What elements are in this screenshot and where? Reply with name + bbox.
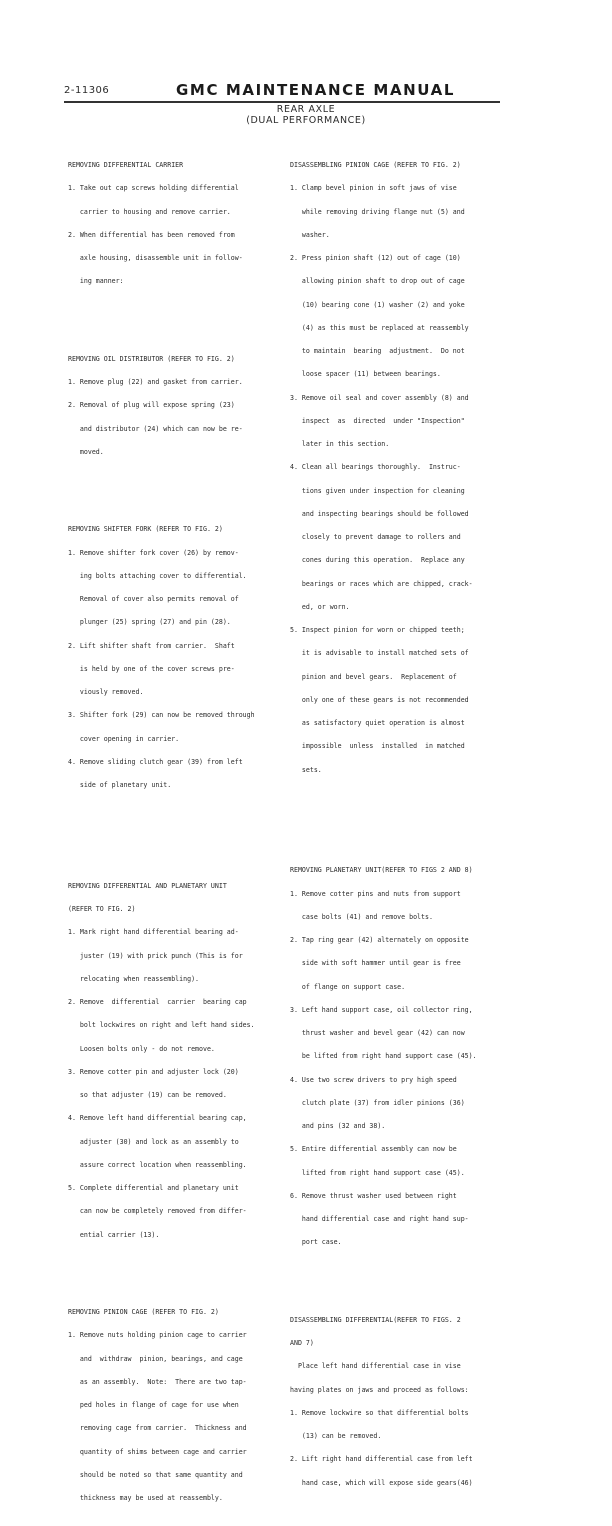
text-line: 2. When differential has been removed from [68, 230, 235, 239]
text-line: thrust washer and bevel gear (42) can now [290, 1029, 465, 1037]
text-line: 1. Clamp bevel pinion in soft jaws of vise [290, 184, 457, 193]
text-line: (13) can be removed. [290, 1432, 382, 1440]
text-line: 4. Remove left hand differential bearing cap, [68, 1114, 247, 1123]
text-line: 1. Remove cotter pins and nuts from support [290, 889, 461, 898]
text-line: lifted from right hand support case (45). [290, 1168, 465, 1177]
header-rule [64, 101, 500, 103]
text-line: clutch plate (37) from idler pinions (36) [290, 1098, 465, 1107]
text-line: it is advisable to install matched sets of [290, 649, 469, 658]
text-line: juster (19) with prick punch (This is for [68, 951, 243, 960]
text-line: quantity of shims between cage and carrier [68, 1447, 247, 1456]
text-line: port case. [290, 1238, 342, 1247]
section-heading: AND 7) [290, 1339, 314, 1347]
text-line: viously removed. [68, 688, 144, 696]
text-line: hand differential case and right hand sup- [290, 1215, 469, 1223]
text-line: thickness may be used at reassembly. [68, 1494, 223, 1502]
text-line: and distributor (24) which can now be re- [68, 424, 243, 433]
text-line: axle housing, disassemble unit in follow- [68, 254, 243, 262]
text-line: allowing pinion shaft to drop out of cage [290, 277, 465, 286]
text-line: is held by one of the cover screws pre- [68, 664, 235, 673]
text-line: 2. Lift shifter shaft from carrier. Shaft [68, 641, 235, 650]
section-heading: REMOVING DIFFERENTIAL CARRIER [68, 161, 184, 169]
section-subtitle: (DUAL PERFORMANCE) [246, 115, 366, 126]
text-line: later in this section. [290, 440, 390, 448]
text-line: as an assembly. Note: There are two tap- [68, 1377, 247, 1386]
text-line: 6. Remove thrust washer used between right [290, 1191, 457, 1200]
section-heading: REMOVING PINION CAGE (REFER TO FIG. 2) [68, 1308, 219, 1316]
text-line: sets. [290, 765, 322, 774]
section-title: REAR AXLE [276, 104, 336, 115]
text-line: as satisfactory quiet operation is almost [290, 719, 465, 727]
text-line: and pins (32 and 38). [290, 1122, 386, 1130]
text-line: cones during this operation. Replace any [290, 556, 465, 565]
text-line: tions given under inspection for cleaning [290, 486, 465, 495]
section-removing-differential-and-planetary-unit [68, 867, 283, 1255]
section-heading: REMOVING DIFFERENTIAL AND PLANETARY UNIT [68, 881, 227, 890]
text-line: 1. Remove shifter fork cover (26) by remov- [68, 548, 239, 557]
text-line: 3. Shifter fork (29) can now be removed through [68, 711, 255, 720]
text-line: 2. Lift right hand differential case from left [290, 1455, 473, 1464]
text-line: inspect as directed under "Inspection" [290, 416, 465, 425]
text-line: cover opening in carrier. [68, 734, 180, 743]
text-line: case bolts (41) and remove bolts. [290, 912, 433, 921]
text-line: relocating when reassembling). [68, 974, 200, 983]
section-heading: REMOVING SHIFTER FORK (REFER TO FIG. 2) [68, 525, 223, 534]
text-line: 1. Remove nuts holding pinion cage to carrier [68, 1331, 247, 1340]
text-line: 3. Left hand support case, oil collector ring, [290, 1005, 473, 1014]
text-line: of flange on support case. [290, 982, 406, 991]
text-line: 4. Remove sliding clutch gear (39) from left [68, 757, 243, 766]
text-line: 3. Remove oil seal and cover assembly (8) and [290, 393, 469, 402]
text-line: bearings or races which are chipped, crack- [290, 579, 473, 588]
section-removing-shifter-fork [68, 511, 283, 806]
text-line: assure correct location when reassembling. [68, 1160, 247, 1169]
text-line: removing cage from carrier. Thickness and [68, 1424, 247, 1433]
text-line: Place left hand differential case in vise [290, 1362, 461, 1371]
text-line: while removing driving flange nut (5) and [290, 207, 465, 216]
section-removing-differential-carrier [68, 147, 283, 302]
section-removing-oil-distributor [68, 340, 283, 472]
text-line: 2. Press pinion shaft (12) out of cage (10) [290, 254, 461, 262]
text-line: Removal of cover also permits removal of [68, 595, 239, 603]
section-heading: DISASSEMBLING DIFFERENTIAL(REFER TO FIGS. 2 [290, 1315, 461, 1324]
text-line: side of planetary unit. [68, 781, 172, 789]
text-line: 1. Remove lockwire so that differential bolts [290, 1408, 469, 1417]
text-line: ing bolts attaching cover to differential. [68, 571, 247, 580]
text-line: and withdraw pinion, bearings, and cage [68, 1354, 243, 1363]
text-line: bolt lockwires on right and left hand sides. [68, 1021, 255, 1030]
section-heading: (REFER TO FIG. 2) [68, 905, 136, 913]
text-line: only one of these gears is not recommended [290, 695, 469, 704]
text-line: side with soft hammer until gear is free [290, 959, 461, 968]
text-line: to maintain bearing adjustment. Do not [290, 347, 465, 355]
text-line: ential carrier (13). [68, 1230, 160, 1239]
text-line: 2. Tap ring gear (42) alternately on opposite [290, 936, 469, 944]
text-line: plunger (25) spring (27) and pin (28). [68, 618, 231, 627]
section-heading: REMOVING PLANETARY UNIT(REFER TO FIGS 2 AND 8) [290, 866, 473, 875]
text-line: 5. Inspect pinion for worn or chipped teeth; [290, 626, 465, 634]
section-heading: DISASSEMBLING PINION CAGE (REFER TO FIG. 2) [290, 161, 461, 169]
right-column [290, 131, 505, 1511]
section-removing-planetary-unit [290, 852, 505, 1263]
text-line: pinion and bevel gears. Replacement of [290, 672, 457, 681]
text-line: moved. [68, 447, 104, 456]
text-line: and inspecting bearings should be followed [290, 509, 469, 518]
text-line: ped holes in flange of cage for use when [68, 1401, 239, 1409]
text-line: be lifted from right hand support case (45). [290, 1052, 477, 1061]
text-line: 2. Removal of plug will expose spring (23) [68, 401, 235, 410]
page-header [64, 81, 500, 100]
text-line: carrier to housing and remove carrier. [68, 207, 231, 216]
text-line: loose spacer (11) between bearings. [290, 370, 441, 379]
text-line: (4) as this must be replaced at reassembly [290, 323, 469, 332]
text-line: washer. [290, 230, 330, 239]
text-line: ing manner: [68, 277, 124, 286]
text-line: impossible unless installed in matched [290, 742, 465, 751]
text-line: 5. Entire differential assembly can now be [290, 1145, 457, 1154]
text-line: should be noted so that same quantity and [68, 1470, 243, 1479]
text-line: ed, or worn. [290, 602, 350, 611]
text-line: closely to prevent damage to rollers and [290, 533, 461, 541]
text-line: Loosen bolts only - do not remove. [68, 1044, 215, 1053]
text-line: so that adjuster (19) can be removed. [68, 1091, 227, 1099]
manual-title: GMC MAINTENANCE MANUAL [176, 81, 455, 99]
section-removing-pinion-cage [68, 1294, 283, 1519]
page-number: 2-11306 [64, 85, 110, 96]
text-line: 1. Remove plug (22) and gasket from carrier. [68, 378, 243, 386]
text-line: 2. Remove differential carrier bearing cap [68, 998, 247, 1006]
text-line: adjuster (30) and lock as an assembly to [68, 1137, 239, 1146]
text-line: 4. Clean all bearings thoroughly. Instruc- [290, 463, 461, 472]
section-disassembling-pinion-cage [290, 147, 505, 790]
text-line: (10) bearing cone (1) washer (2) and yoke [290, 300, 465, 309]
text-line: 1. Take out cap screws holding differential [68, 184, 239, 193]
section-heading: REMOVING OIL DISTRIBUTOR (REFER TO FIG. 2) [68, 354, 235, 363]
text-line: can now be completely removed from differ- [68, 1207, 247, 1216]
text-line: 3. Remove cotter pin and adjuster lock (20) [68, 1067, 239, 1076]
left-column [68, 131, 283, 1526]
text-line: 1. Mark right hand differential bearing ad- [68, 928, 239, 937]
section-disassembling-differential [290, 1301, 505, 1503]
text-line: 5. Complete differential and planetary unit [68, 1184, 239, 1192]
text-line: having plates on jaws and proceed as follows: [290, 1385, 469, 1394]
text-line: hand case, which will expose side gears(46) [290, 1478, 473, 1487]
text-line: 4. Use two screw drivers to pry high speed [290, 1075, 457, 1084]
